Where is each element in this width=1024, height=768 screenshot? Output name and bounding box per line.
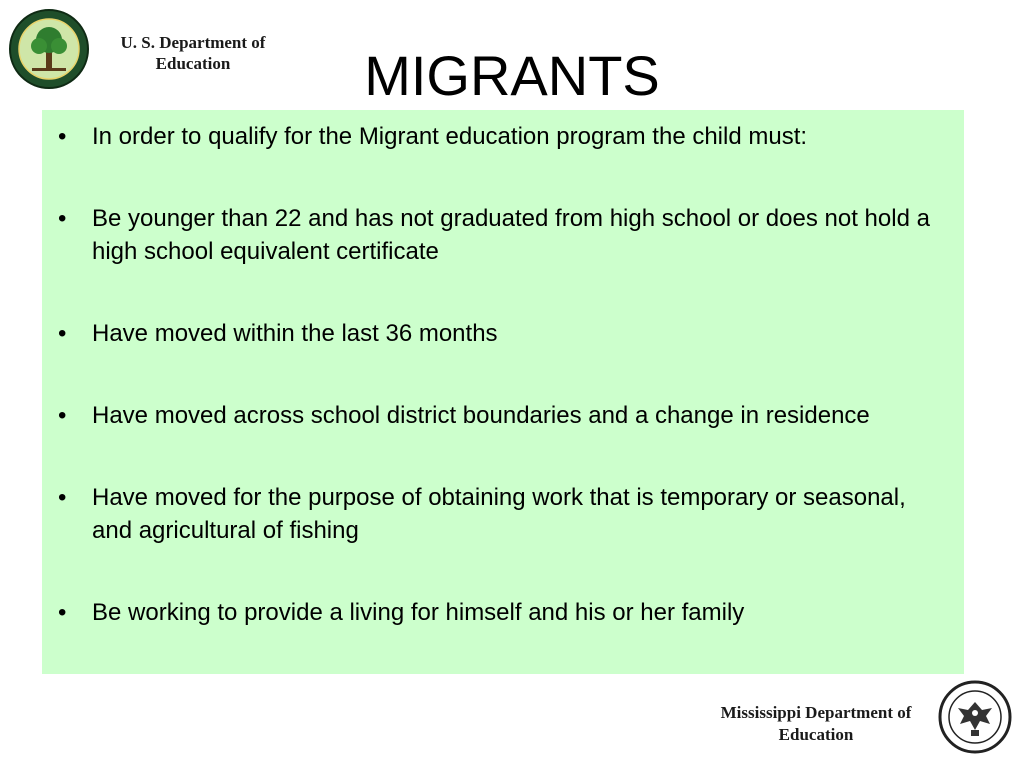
bullet-dot-icon: •	[58, 320, 67, 347]
bullet-content-box	[42, 110, 964, 674]
mississippi-department-of-education-name	[700, 702, 932, 746]
bullet-item	[56, 481, 950, 547]
bullet-dot-icon: •	[58, 205, 67, 232]
bullet-item	[56, 317, 950, 350]
bullet-text: Have moved for the purpose of obtaining work that is temporary or seasonal, and agricultural of fishing	[92, 484, 906, 544]
bullet-text: In order to qualify for the Migrant education program the child must:	[92, 123, 808, 150]
bullet-list	[56, 120, 950, 629]
agency-bottom-line2: Education	[778, 725, 854, 744]
bullet-item	[56, 596, 950, 629]
bullet-item	[56, 120, 950, 153]
bullet-dot-icon: •	[58, 402, 67, 429]
bullet-text: Have moved across school district boundaries and a change in residence	[92, 402, 870, 429]
agency-bottom-line1: Mississippi Department of	[720, 703, 912, 722]
bullet-text: Have moved within the last 36 months	[92, 320, 498, 347]
agency-top-line1: U. S. Department of	[120, 33, 266, 52]
mississippi-state-seal-icon	[938, 680, 1012, 754]
slide-title: MIGRANTS	[364, 44, 660, 107]
bullet-dot-icon: •	[58, 599, 67, 626]
bullet-dot-icon: •	[58, 123, 67, 150]
bullet-item	[56, 399, 950, 432]
bullet-dot-icon: •	[58, 484, 67, 511]
bullet-text: Be working to provide a living for himself and his or her family	[92, 599, 745, 626]
bullet-text: Be younger than 22 and has not graduated from high school or does not hold a high school equivalent certificate	[92, 205, 930, 265]
bullet-item	[56, 202, 950, 268]
agency-top-line2: Education	[155, 54, 231, 73]
